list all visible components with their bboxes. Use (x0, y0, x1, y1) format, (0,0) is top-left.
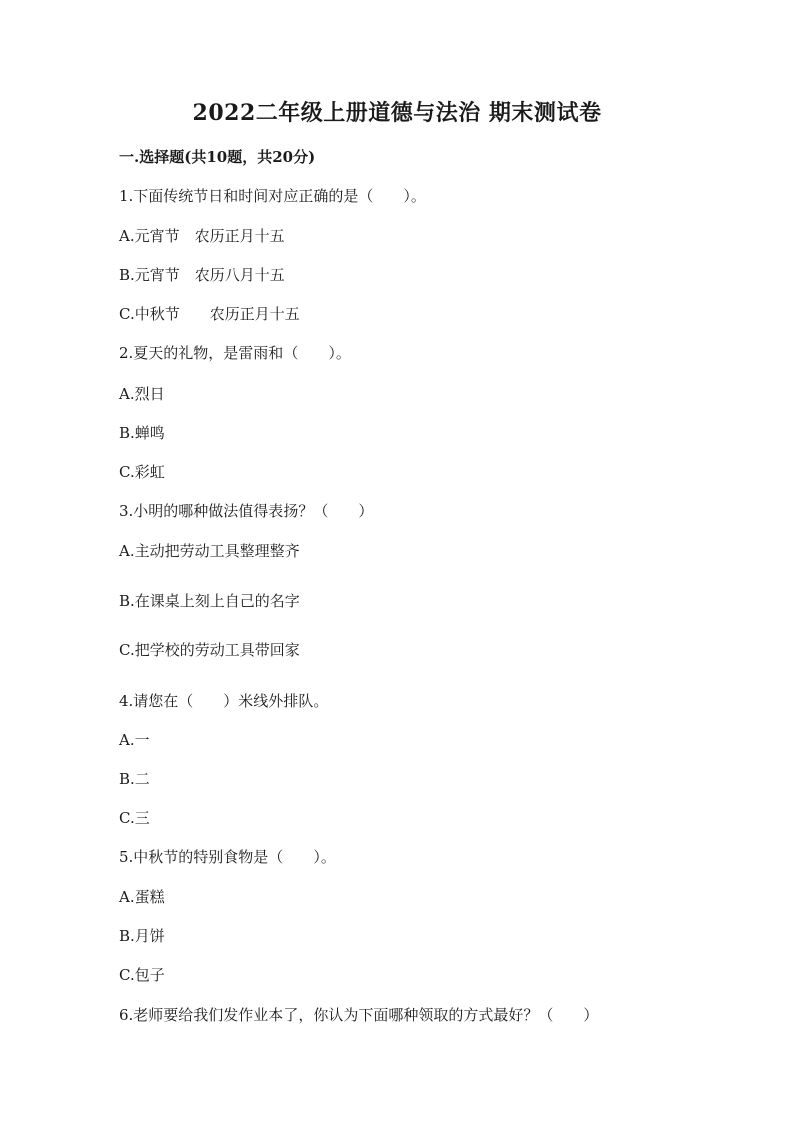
option-4b: B.二 (119, 770, 150, 788)
option-2a: A.烈日 (119, 385, 165, 403)
page-title: 2022二年级上册道德与法治 期末测试卷 (192, 100, 602, 126)
option-2c: C.彩虹 (119, 463, 165, 481)
question-2: 2.夏天的礼物，是雷雨和（ ）。 (119, 344, 351, 362)
option-3a: A.主动把劳动工具整理整齐 (119, 542, 300, 560)
question-5: 5.中秋节的特别食物是（ ）。 (119, 848, 336, 866)
option-4a: A.一 (119, 731, 150, 749)
option-4c: C.三 (119, 809, 150, 827)
question-3: 3.小明的哪种做法值得表扬？（ ） (119, 502, 374, 520)
option-5c: C.包子 (119, 966, 165, 984)
option-1c: C.中秋节 农历正月十五 (119, 305, 300, 323)
option-5b: B.月饼 (119, 927, 165, 945)
question-6: 6.老师要给我们发作业本了，你认为下面哪种领取的方式最好？（ ） (119, 1006, 599, 1024)
option-3b: B.在课桌上刻上自己的名字 (119, 592, 300, 610)
option-1a: A.元宵节 农历正月十五 (119, 227, 285, 245)
question-1: 1.下面传统节日和时间对应正确的是（ ）。 (119, 187, 426, 205)
option-2b: B.蝉鸣 (119, 424, 165, 442)
section-header: 一.选择题(共10题，共20分) (119, 148, 316, 166)
question-4: 4.请您在（ ）米线外排队。 (119, 692, 329, 710)
option-3c: C.把学校的劳动工具带回家 (119, 641, 300, 659)
option-1b: B.元宵节 农历八月十五 (119, 266, 285, 284)
option-5a: A.蛋糕 (119, 888, 165, 906)
